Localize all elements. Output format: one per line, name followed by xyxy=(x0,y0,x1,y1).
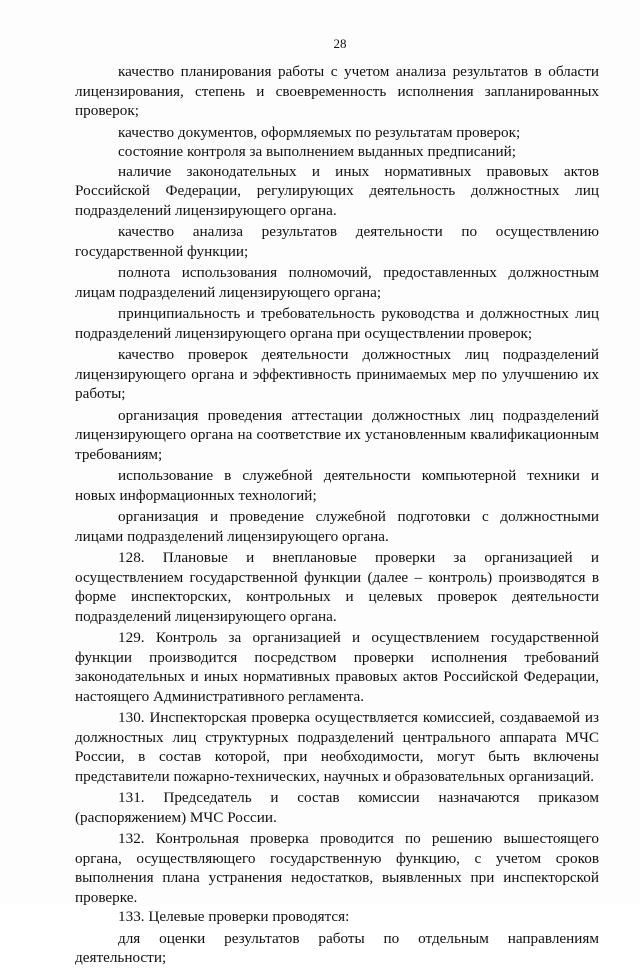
numbered-paragraph-130: 130. Инспекторская проверка осуществляется комиссией, создаваемой из должностных лиц структурных подразделений центрального аппарата МЧС России, в состав которой, при необходимости, могут быть включены представители пожарно-технических, научных и образовательных организаций. xyxy=(75,709,599,785)
paragraph: состояние контроля за выполнением выданных предписаний; xyxy=(118,143,516,160)
paragraph: организация и проведение служебной подготовки с должностными лицами подразделений лицензирующего органа. xyxy=(75,508,599,545)
document-body xyxy=(75,62,599,968)
page-number: 28 xyxy=(333,36,347,51)
paragraph: принципиальность и требовательность руководства и должностных лиц подразделений лицензирующего органа при осуществлении проверок; xyxy=(75,305,599,342)
paragraph: качество проверок деятельности должностных лиц подразделений лицензирующего органа и эффективность принимаемых мер по улучшению их работы; xyxy=(75,346,599,402)
paragraph: качество анализа результатов деятельности по осуществлению государственной функции; xyxy=(75,223,599,260)
paragraph: для оценки результатов работы по отдельным направлениям деятельности; xyxy=(75,929,599,966)
paragraph: качество планирования работы с учетом анализа результатов в области лицензирования, степень и своевременность исполнения запланированных проверок; xyxy=(75,63,599,119)
paragraph: организация проведения аттестации должностных лиц подразделений лицензирующего органа на соответствие их установленным квалификационным требованиям; xyxy=(75,406,599,463)
numbered-paragraph-133: 133. Целевые проверки проводятся: xyxy=(118,908,350,925)
paragraph: полнота использования полномочий, предоставленных должностным лицам подразделений лицензирующего органа; xyxy=(75,264,599,301)
numbered-paragraph-129: 129. Контроль за организацией и осуществлением государственной функции производится посредством проверки исполнения требований законодательных и иных нормативных правовых актов Российской Федерации, настоящего Административного регламента. xyxy=(75,629,599,705)
numbered-paragraph-132: 132. Контрольная проверка проводится по решению вышестоящего органа, осуществляющего государственную функцию, с учетом сроков выполнения плана устранения недостатков, выявленных при инспекторской проверке. xyxy=(75,830,599,906)
numbered-paragraph-131: 131. Председатель и состав комиссии назначаются приказом (распоряжением) МЧС России. xyxy=(75,789,599,826)
paragraph: качество документов, оформляемых по результатам проверок; xyxy=(118,123,521,141)
numbered-paragraph-128: 128. Плановые и внеплановые проверки за организацией и осуществлением государственной функции (далее – контроль) производятся в форме инспекторских, контрольных и целевых проверок деятельности подразделений лицензирующего органа. xyxy=(75,549,599,625)
paragraph: использование в служебной деятельности компьютерной техники и новых информационных технологий; xyxy=(75,467,599,504)
paragraph: наличие законодательных и иных нормативных правовых актов Российской Федерации, регулирующих деятельность должностных лиц подразделений лицензирующего органа. xyxy=(75,162,599,219)
